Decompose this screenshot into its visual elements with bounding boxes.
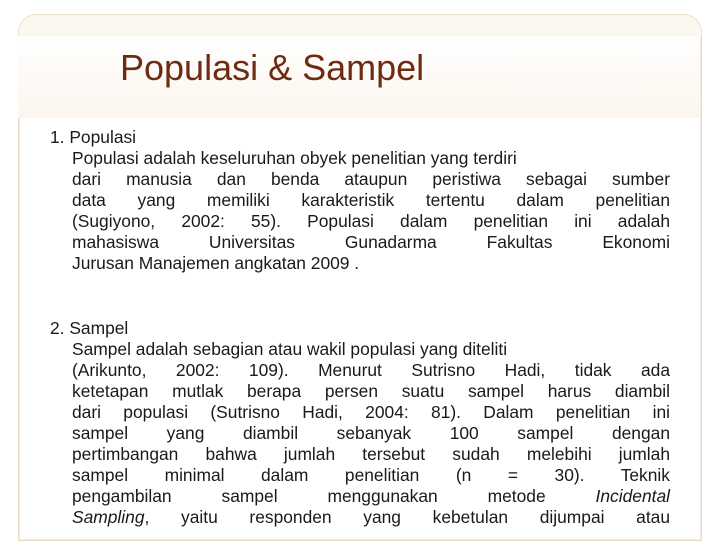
body-line: data yang memiliki karakteristik tertentu dalam penelitian <box>72 190 670 210</box>
section-populasi <box>50 127 672 274</box>
body-line: Sampel adalah sebagian atau wakil populasi yang diteliti <box>72 339 508 359</box>
body-line: sampel yang diambil sebanyak 100 sampel dengan <box>72 423 670 443</box>
body-line: mahasiswa Universitas Gunadarma Fakultas Ekonomi <box>72 232 670 252</box>
italic-term: Incidental <box>595 486 670 506</box>
section-heading: 1. Populasi <box>50 127 137 147</box>
slide-title: Populasi & Sampel <box>120 47 425 88</box>
body-line: ketetapan mutlak berapa persen suatu sampel harus diambil <box>72 381 670 401</box>
body-line: (Sugiyono, 2002: 55). Populasi dalam penelitian ini adalah <box>72 211 670 231</box>
body-line: pertimbangan bahwa jumlah tersebut sudah melebihi jumlah <box>72 444 670 464</box>
body-line: dari populasi (Sutrisno Hadi, 2004: 81). Dalam penelitian ini <box>72 402 670 422</box>
section-body <box>72 339 670 528</box>
body-line: (Arikunto, 2002: 109). Menurut Sutrisno Hadi, tidak ada <box>72 360 670 380</box>
body-line: Populasi adalah keseluruhan obyek penelitian yang terdiri <box>72 148 517 168</box>
body-text-run: , yaitu responden yang kebetulan dijumpai atau <box>144 507 670 527</box>
body-line-mixed <box>72 486 670 507</box>
section-heading: 2. Sampel <box>50 318 129 338</box>
decorative-tab <box>18 14 702 37</box>
section-sampel <box>50 318 672 528</box>
body-line: sampel minimal dalam penelitian (n = 30). Teknik <box>72 465 670 485</box>
body-line: Jurusan Manajemen angkatan 2009 . <box>72 253 360 273</box>
section-body <box>72 148 670 274</box>
italic-term: Sampling <box>72 507 145 527</box>
body-text-run: pengambilan sampel menggunakan metode <box>72 486 546 506</box>
body-line-mixed <box>72 507 670 528</box>
body-line: dari manusia dan benda ataupun peristiwa sebagai sumber <box>72 169 670 189</box>
